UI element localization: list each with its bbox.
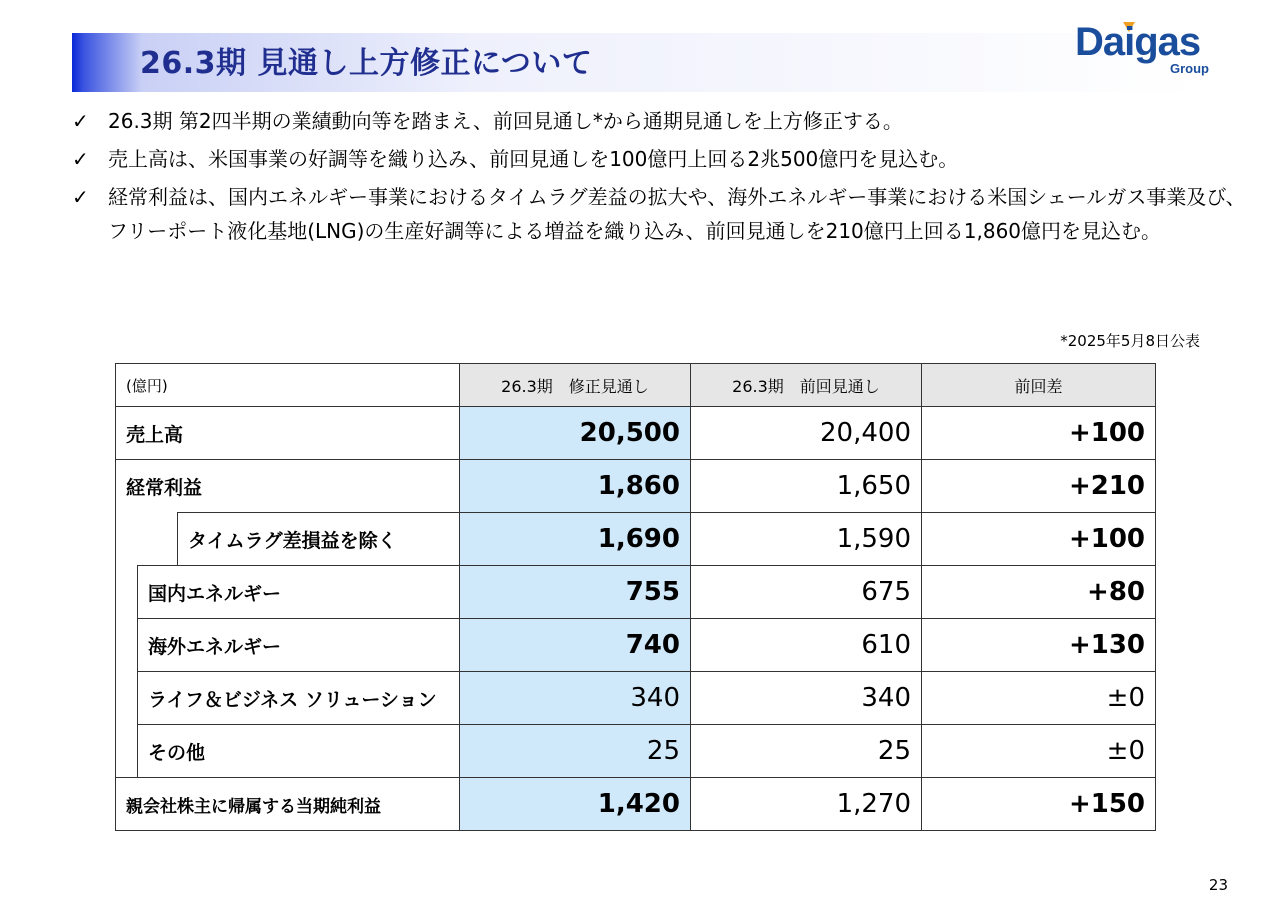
footnote: *2025年5月8日公表	[1060, 332, 1200, 350]
diff-value: +100	[922, 407, 1156, 460]
revised-value: 1,690	[460, 513, 691, 566]
table-row	[116, 513, 1156, 566]
bullet-item	[72, 142, 1252, 176]
row-label: 海外エネルギー	[138, 619, 460, 672]
header-revised: 26.3期 修正見通し	[460, 364, 691, 407]
table-header-row	[116, 364, 1156, 407]
table-row	[116, 778, 1156, 831]
previous-value: 1,650	[691, 460, 922, 513]
previous-value: 340	[691, 672, 922, 725]
previous-value: 675	[691, 566, 922, 619]
indent-spacer	[116, 566, 138, 778]
page-title: 26.3期 見通し上方修正について	[140, 46, 593, 81]
bullet-text: 経常利益は、国内エネルギー事業におけるタイムラグ差益の拡大や、海外エネルギー事業における米国シェールガス事業及び、フリーポート液化基地(LNG)の生産好調等による増益を織り込み、前回見通しを210億円上回る1,860億円を見込む。	[108, 185, 1246, 243]
diff-value: +150	[922, 778, 1156, 831]
bullet-list	[72, 104, 1252, 252]
company-logo	[1075, 20, 1225, 80]
indent-spacer	[116, 513, 178, 566]
check-icon: ✓	[72, 185, 89, 209]
row-label: その他	[138, 725, 460, 778]
table-row	[116, 566, 1156, 619]
bullet-text: 26.3期 第2四半期の業績動向等を踏まえ、前回見通し*から通期見通しを上方修正する。	[108, 109, 903, 133]
row-label: ライフ＆ビジネス ソリューション	[138, 672, 460, 725]
row-label: 国内エネルギー	[138, 566, 460, 619]
table-row	[116, 460, 1156, 513]
previous-value: 1,270	[691, 778, 922, 831]
row-label: 売上高	[116, 407, 460, 460]
row-label: 親会社株主に帰属する当期純利益	[116, 778, 460, 831]
diff-value: +100	[922, 513, 1156, 566]
row-label: 経常利益	[116, 460, 460, 513]
diff-value: ±0	[922, 672, 1156, 725]
table-row	[116, 407, 1156, 460]
diff-value: +210	[922, 460, 1156, 513]
bullet-item	[72, 180, 1252, 248]
check-icon: ✓	[72, 147, 89, 171]
table-row	[116, 725, 1156, 778]
revised-value: 755	[460, 566, 691, 619]
row-label: タイムラグ差損益を除く	[178, 513, 460, 566]
table-row	[116, 672, 1156, 725]
revised-value: 25	[460, 725, 691, 778]
forecast-table	[115, 363, 1156, 831]
revised-value: 340	[460, 672, 691, 725]
header-diff: 前回差	[922, 364, 1156, 407]
previous-value: 1,590	[691, 513, 922, 566]
unit-label: (億円)	[116, 364, 460, 407]
table-row	[116, 619, 1156, 672]
diff-value: +130	[922, 619, 1156, 672]
revised-value: 1,860	[460, 460, 691, 513]
logo-sub-text: Group	[1170, 61, 1209, 76]
revised-value: 740	[460, 619, 691, 672]
page-number: 23	[1208, 876, 1228, 894]
diff-value: ±0	[922, 725, 1156, 778]
previous-value: 20,400	[691, 407, 922, 460]
bullet-item	[72, 104, 1252, 138]
diff-value: +80	[922, 566, 1156, 619]
bullet-text: 売上高は、米国事業の好調等を織り込み、前回見通しを100億円上回る2兆500億円を見込む。	[108, 147, 959, 171]
header-previous: 26.3期 前回見通し	[691, 364, 922, 407]
logo-main-text: Daigas	[1075, 20, 1201, 64]
revised-value: 20,500	[460, 407, 691, 460]
check-icon: ✓	[72, 109, 89, 133]
revised-value: 1,420	[460, 778, 691, 831]
previous-value: 25	[691, 725, 922, 778]
previous-value: 610	[691, 619, 922, 672]
